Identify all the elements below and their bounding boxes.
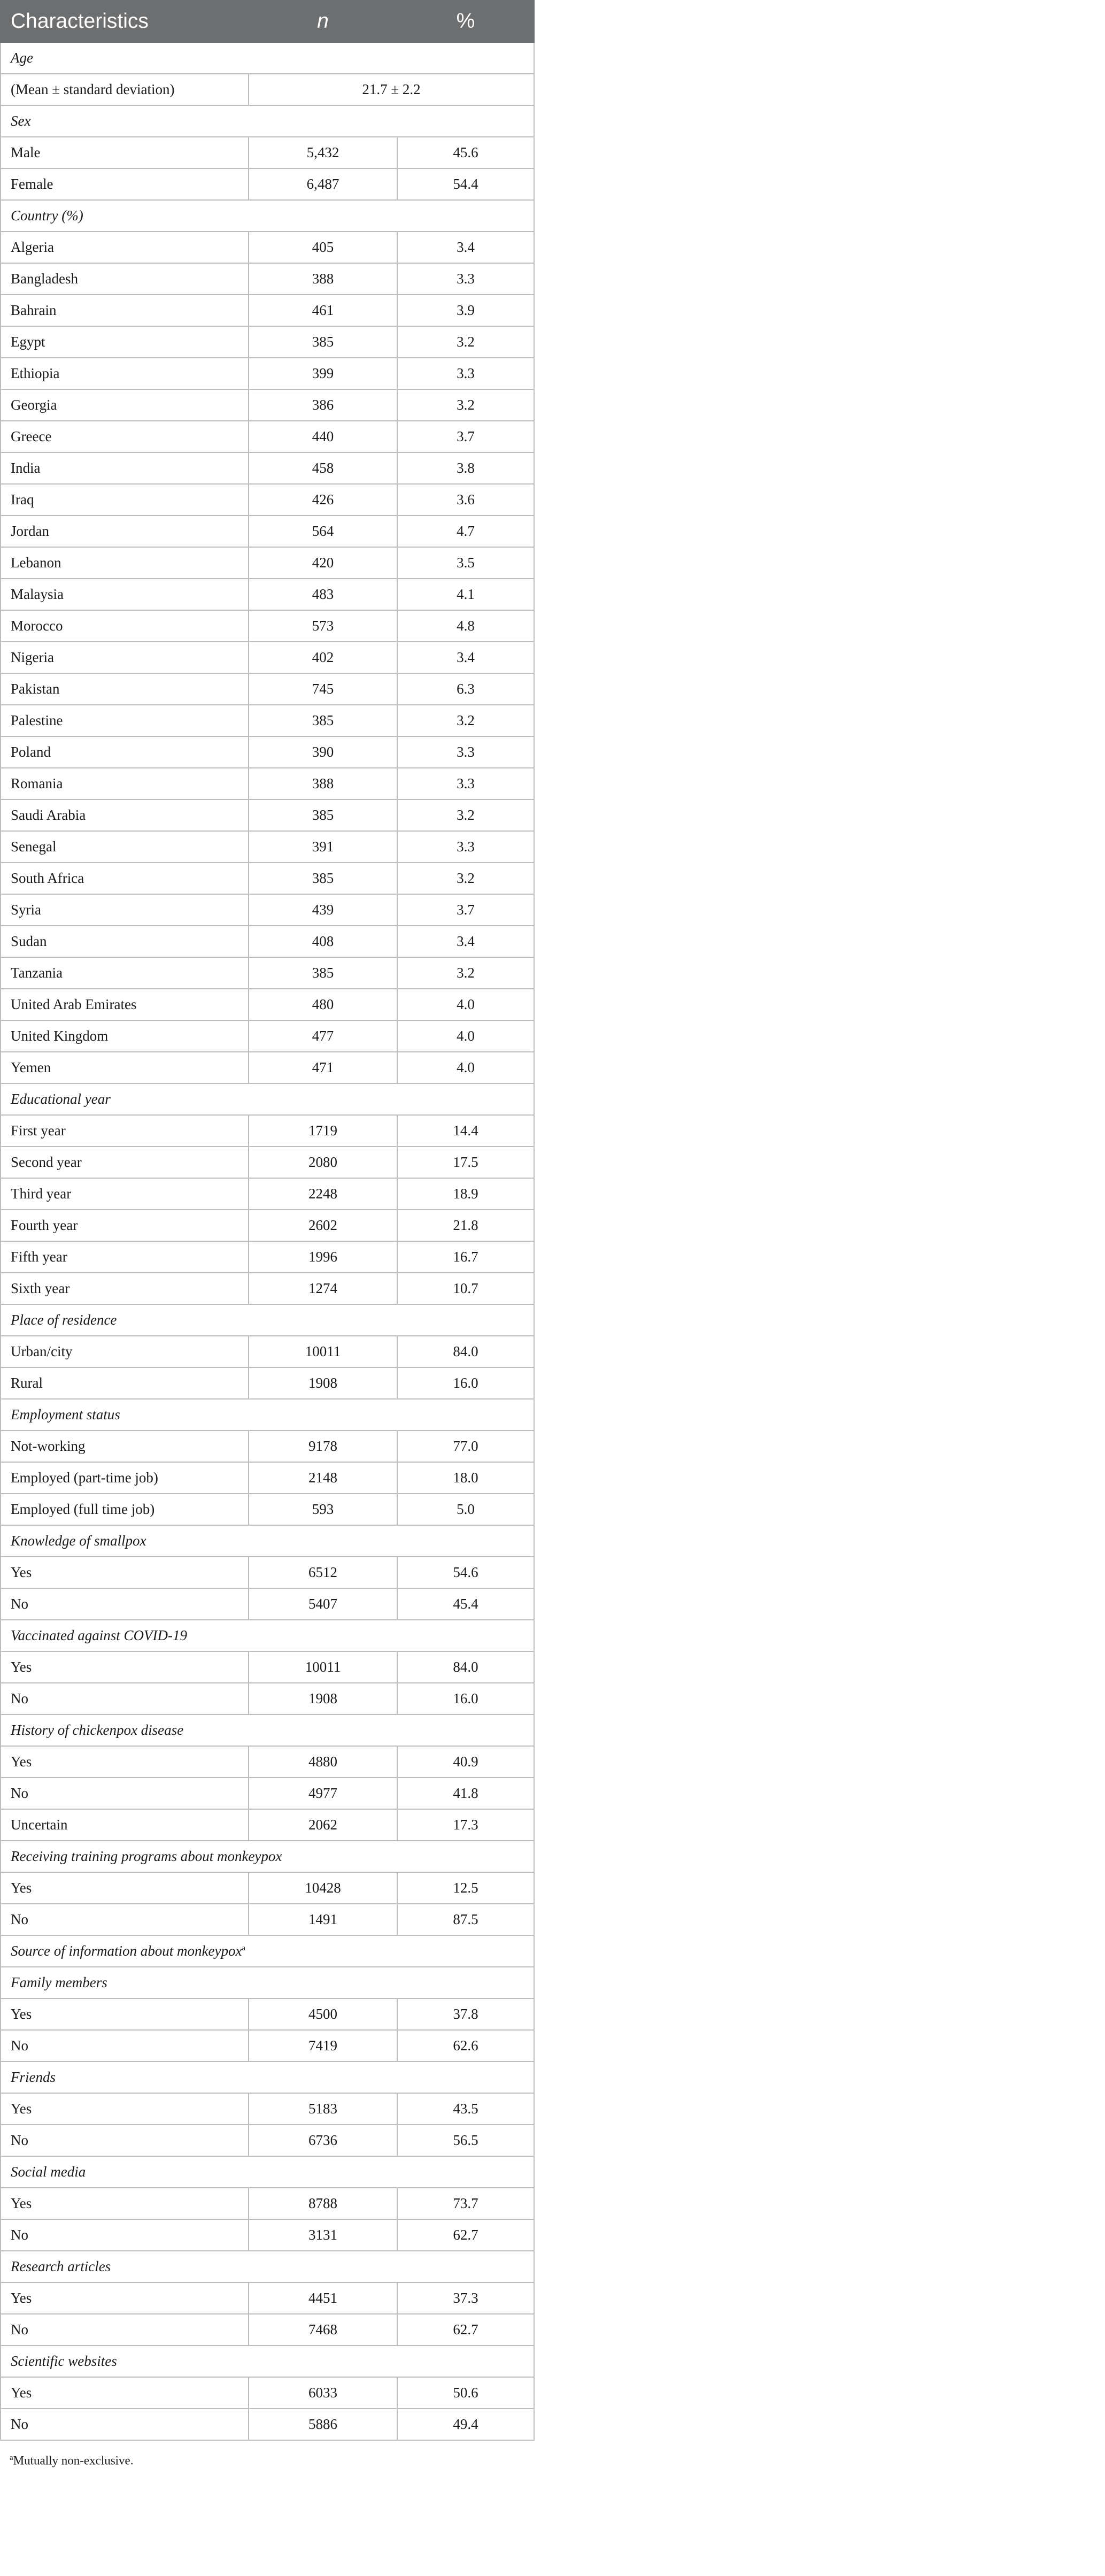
row-n: 1491 bbox=[249, 1904, 397, 1935]
row-percent: 4.0 bbox=[397, 1052, 534, 1083]
table-row bbox=[1, 1998, 534, 2030]
section-label-text: Social media bbox=[11, 2164, 86, 2180]
table-row bbox=[1, 1746, 534, 1778]
row-percent: 17.3 bbox=[397, 1809, 534, 1841]
section-row bbox=[1, 1841, 534, 1872]
row-n: 1719 bbox=[249, 1115, 397, 1147]
row-n: 1996 bbox=[249, 1241, 397, 1273]
row-label: Uncertain bbox=[1, 1809, 249, 1841]
table-row bbox=[1, 673, 534, 705]
row-n: 5407 bbox=[249, 1588, 397, 1620]
row-percent: 45.6 bbox=[397, 137, 534, 168]
row-label: Pakistan bbox=[1, 673, 249, 705]
table-row bbox=[1, 2377, 534, 2409]
table-row bbox=[1, 2093, 534, 2125]
row-n: 7419 bbox=[249, 2030, 397, 2062]
row-n: 4880 bbox=[249, 1746, 397, 1778]
row-n: 1274 bbox=[249, 1273, 397, 1304]
row-percent: 4.8 bbox=[397, 610, 534, 642]
table-row bbox=[1, 1273, 534, 1304]
table-row bbox=[1, 452, 534, 484]
section-label-text: Vaccinated against COVID-19 bbox=[11, 1627, 187, 1643]
row-label: No bbox=[1, 1683, 249, 1714]
row-n: 405 bbox=[249, 232, 397, 263]
row-percent: 56.5 bbox=[397, 2125, 534, 2156]
row-percent: 18.9 bbox=[397, 1178, 534, 1210]
row-label: Employed (full time job) bbox=[1, 1494, 249, 1525]
row-n: 4451 bbox=[249, 2282, 397, 2314]
section-label-text: Knowledge of smallpox bbox=[11, 1533, 146, 1549]
row-n: 480 bbox=[249, 989, 397, 1020]
row-label: Yes bbox=[1, 1872, 249, 1904]
table-row bbox=[1, 358, 534, 389]
row-value: 21.7 ± 2.2 bbox=[249, 74, 534, 105]
table-row bbox=[1, 1557, 534, 1588]
table-row bbox=[1, 736, 534, 768]
row-label: Lebanon bbox=[1, 547, 249, 579]
section-row bbox=[1, 1620, 534, 1651]
row-label: Greece bbox=[1, 421, 249, 452]
row-label: Poland bbox=[1, 736, 249, 768]
row-n: 1908 bbox=[249, 1683, 397, 1714]
section-row bbox=[1, 1935, 534, 1967]
row-percent: 4.0 bbox=[397, 1020, 534, 1052]
row-n: 483 bbox=[249, 579, 397, 610]
row-label: Fourth year bbox=[1, 1210, 249, 1241]
table-row bbox=[1, 1809, 534, 1841]
row-percent: 16.0 bbox=[397, 1683, 534, 1714]
row-percent: 3.3 bbox=[397, 736, 534, 768]
row-percent: 37.8 bbox=[397, 1998, 534, 2030]
row-n: 745 bbox=[249, 673, 397, 705]
row-n: 2062 bbox=[249, 1809, 397, 1841]
table-row bbox=[1, 137, 534, 168]
row-label: First year bbox=[1, 1115, 249, 1147]
row-label: Senegal bbox=[1, 831, 249, 863]
row-percent: 54.6 bbox=[397, 1557, 534, 1588]
row-percent: 3.6 bbox=[397, 484, 534, 516]
footnote-mark: a bbox=[10, 2454, 13, 2462]
row-n: 477 bbox=[249, 1020, 397, 1052]
section-row bbox=[1, 2062, 534, 2093]
section-label bbox=[1, 2062, 534, 2093]
table-row bbox=[1, 547, 534, 579]
row-n: 6,487 bbox=[249, 168, 397, 200]
row-label: Malaysia bbox=[1, 579, 249, 610]
row-percent: 3.9 bbox=[397, 295, 534, 326]
row-percent: 73.7 bbox=[397, 2188, 534, 2219]
row-n: 6033 bbox=[249, 2377, 397, 2409]
row-percent: 4.1 bbox=[397, 579, 534, 610]
table-row bbox=[1, 2409, 534, 2440]
row-n: 4500 bbox=[249, 1998, 397, 2030]
section-label bbox=[1, 2251, 534, 2282]
row-n: 9178 bbox=[249, 1431, 397, 1462]
row-label: Yes bbox=[1, 1998, 249, 2030]
row-percent: 37.3 bbox=[397, 2282, 534, 2314]
row-label: Yes bbox=[1, 2377, 249, 2409]
footnote-marker: a bbox=[242, 1944, 246, 1952]
row-percent: 87.5 bbox=[397, 1904, 534, 1935]
row-percent: 3.4 bbox=[397, 926, 534, 957]
section-label-text: Sex bbox=[11, 113, 31, 129]
row-percent: 6.3 bbox=[397, 673, 534, 705]
header-row bbox=[1, 1, 534, 42]
row-label: Yes bbox=[1, 1746, 249, 1778]
row-label: Jordan bbox=[1, 516, 249, 547]
table-row bbox=[1, 389, 534, 421]
section-row bbox=[1, 1714, 534, 1746]
section-row bbox=[1, 200, 534, 232]
row-n: 385 bbox=[249, 705, 397, 736]
row-n: 426 bbox=[249, 484, 397, 516]
section-label bbox=[1, 2156, 534, 2188]
row-percent: 3.2 bbox=[397, 326, 534, 358]
table-row bbox=[1, 1904, 534, 1935]
row-n: 385 bbox=[249, 799, 397, 831]
table-row bbox=[1, 957, 534, 989]
section-label-text: Country (%) bbox=[11, 207, 83, 224]
table-row bbox=[1, 2188, 534, 2219]
table-row bbox=[1, 2125, 534, 2156]
row-label: No bbox=[1, 2314, 249, 2346]
table-row bbox=[1, 516, 534, 547]
row-label: No bbox=[1, 2030, 249, 2062]
table-row bbox=[1, 2314, 534, 2346]
table-row bbox=[1, 1431, 534, 1462]
row-percent: 62.7 bbox=[397, 2314, 534, 2346]
row-label: Female bbox=[1, 168, 249, 200]
section-row bbox=[1, 1304, 534, 1336]
section-row bbox=[1, 1399, 534, 1431]
row-label: India bbox=[1, 452, 249, 484]
table-row bbox=[1, 2219, 534, 2251]
table-row bbox=[1, 989, 534, 1020]
row-percent: 3.7 bbox=[397, 421, 534, 452]
row-n: 458 bbox=[249, 452, 397, 484]
section-label-text: Educational year bbox=[11, 1091, 111, 1107]
row-label: Yemen bbox=[1, 1052, 249, 1083]
row-percent: 14.4 bbox=[397, 1115, 534, 1147]
section-row bbox=[1, 42, 534, 74]
section-label-text: Employment status bbox=[11, 1406, 120, 1422]
row-n: 471 bbox=[249, 1052, 397, 1083]
row-n: 399 bbox=[249, 358, 397, 389]
row-percent: 16.7 bbox=[397, 1241, 534, 1273]
row-n: 440 bbox=[249, 421, 397, 452]
row-percent: 18.0 bbox=[397, 1462, 534, 1494]
row-n: 573 bbox=[249, 610, 397, 642]
section-label bbox=[1, 2346, 534, 2377]
row-n: 385 bbox=[249, 957, 397, 989]
row-label: No bbox=[1, 2219, 249, 2251]
row-percent: 3.3 bbox=[397, 263, 534, 295]
row-label: Yes bbox=[1, 1557, 249, 1588]
row-label: Romania bbox=[1, 768, 249, 799]
row-label: Employed (part-time job) bbox=[1, 1462, 249, 1494]
table-row bbox=[1, 610, 534, 642]
row-label: United Arab Emirates bbox=[1, 989, 249, 1020]
table-row bbox=[1, 705, 534, 736]
row-n: 5886 bbox=[249, 2409, 397, 2440]
row-label: Sudan bbox=[1, 926, 249, 957]
table-row bbox=[1, 1588, 534, 1620]
row-n: 3131 bbox=[249, 2219, 397, 2251]
row-label: Bangladesh bbox=[1, 263, 249, 295]
row-label: Bahrain bbox=[1, 295, 249, 326]
row-label: Morocco bbox=[1, 610, 249, 642]
row-percent: 3.2 bbox=[397, 799, 534, 831]
table-row bbox=[1, 168, 534, 200]
table-row bbox=[1, 1683, 534, 1714]
row-percent: 62.6 bbox=[397, 2030, 534, 2062]
row-percent: 50.6 bbox=[397, 2377, 534, 2409]
table-row bbox=[1, 1020, 534, 1052]
table-row bbox=[1, 1336, 534, 1367]
row-n: 8788 bbox=[249, 2188, 397, 2219]
row-n: 461 bbox=[249, 295, 397, 326]
table-row bbox=[1, 1241, 534, 1273]
footnote bbox=[10, 2454, 1105, 2468]
section-label bbox=[1, 1399, 534, 1431]
section-label bbox=[1, 200, 534, 232]
table-row bbox=[1, 326, 534, 358]
row-n: 564 bbox=[249, 516, 397, 547]
table-row bbox=[1, 642, 534, 673]
row-n: 2148 bbox=[249, 1462, 397, 1494]
row-n: 386 bbox=[249, 389, 397, 421]
section-row bbox=[1, 1525, 534, 1557]
row-percent: 3.3 bbox=[397, 831, 534, 863]
row-percent: 3.3 bbox=[397, 358, 534, 389]
table-row bbox=[1, 1147, 534, 1178]
table-row bbox=[1, 894, 534, 926]
table-body bbox=[1, 42, 534, 2440]
header-n: n bbox=[249, 1, 397, 42]
row-percent: 3.4 bbox=[397, 642, 534, 673]
section-label-text: Place of residence bbox=[11, 1312, 117, 1328]
table-row bbox=[1, 1178, 534, 1210]
table-row bbox=[1, 2030, 534, 2062]
section-label bbox=[1, 1525, 534, 1557]
row-label: United Kingdom bbox=[1, 1020, 249, 1052]
section-label bbox=[1, 1935, 534, 1967]
row-n: 2248 bbox=[249, 1178, 397, 1210]
row-percent: 45.4 bbox=[397, 1588, 534, 1620]
row-n: 593 bbox=[249, 1494, 397, 1525]
section-row bbox=[1, 2346, 534, 2377]
row-label: Nigeria bbox=[1, 642, 249, 673]
row-label: Egypt bbox=[1, 326, 249, 358]
section-label bbox=[1, 105, 534, 137]
footnote-text: Mutually non-exclusive. bbox=[13, 2454, 134, 2467]
row-percent: 3.2 bbox=[397, 957, 534, 989]
section-label-text: Family members bbox=[11, 1974, 107, 1990]
row-percent: 3.2 bbox=[397, 863, 534, 894]
row-n: 6512 bbox=[249, 1557, 397, 1588]
row-n: 5,432 bbox=[249, 137, 397, 168]
section-label bbox=[1, 1620, 534, 1651]
row-percent: 3.8 bbox=[397, 452, 534, 484]
row-n: 1908 bbox=[249, 1367, 397, 1399]
table-row bbox=[1, 1052, 534, 1083]
row-label: Yes bbox=[1, 1651, 249, 1683]
row-percent: 4.0 bbox=[397, 989, 534, 1020]
row-label: Fifth year bbox=[1, 1241, 249, 1273]
row-label: Georgia bbox=[1, 389, 249, 421]
section-label bbox=[1, 1304, 534, 1336]
table-row bbox=[1, 1210, 534, 1241]
row-n: 388 bbox=[249, 263, 397, 295]
row-label: No bbox=[1, 2409, 249, 2440]
row-percent: 10.7 bbox=[397, 1273, 534, 1304]
row-n: 4977 bbox=[249, 1778, 397, 1809]
row-percent: 77.0 bbox=[397, 1431, 534, 1462]
row-n: 2080 bbox=[249, 1147, 397, 1178]
table-row bbox=[1, 799, 534, 831]
row-n: 390 bbox=[249, 736, 397, 768]
section-row bbox=[1, 1083, 534, 1115]
row-percent: 17.5 bbox=[397, 1147, 534, 1178]
row-label: Palestine bbox=[1, 705, 249, 736]
section-row bbox=[1, 105, 534, 137]
row-n: 388 bbox=[249, 768, 397, 799]
row-percent: 62.7 bbox=[397, 2219, 534, 2251]
table-row bbox=[1, 831, 534, 863]
row-n: 402 bbox=[249, 642, 397, 673]
row-percent: 5.0 bbox=[397, 1494, 534, 1525]
section-label-text: Receiving training programs about monkeypox bbox=[11, 1848, 282, 1864]
table-row bbox=[1, 2282, 534, 2314]
row-label: Algeria bbox=[1, 232, 249, 263]
section-label bbox=[1, 42, 534, 74]
table-row bbox=[1, 1367, 534, 1399]
section-label-text: Research articles bbox=[11, 2258, 111, 2274]
row-n: 408 bbox=[249, 926, 397, 957]
table-row bbox=[1, 1778, 534, 1809]
table-row bbox=[1, 768, 534, 799]
row-percent: 40.9 bbox=[397, 1746, 534, 1778]
row-percent: 16.0 bbox=[397, 1367, 534, 1399]
table-header bbox=[1, 1, 534, 42]
table-row bbox=[1, 1494, 534, 1525]
row-percent: 3.3 bbox=[397, 768, 534, 799]
characteristics-table bbox=[0, 0, 535, 2441]
section-label bbox=[1, 1967, 534, 1998]
row-percent: 3.4 bbox=[397, 232, 534, 263]
row-percent: 84.0 bbox=[397, 1336, 534, 1367]
row-label: Not-working bbox=[1, 1431, 249, 1462]
row-percent: 49.4 bbox=[397, 2409, 534, 2440]
row-percent: 3.2 bbox=[397, 389, 534, 421]
row-label: No bbox=[1, 2125, 249, 2156]
row-percent: 12.5 bbox=[397, 1872, 534, 1904]
row-n: 2602 bbox=[249, 1210, 397, 1241]
row-label: No bbox=[1, 1778, 249, 1809]
section-row bbox=[1, 2251, 534, 2282]
row-label: Second year bbox=[1, 1147, 249, 1178]
table-row bbox=[1, 863, 534, 894]
table-row bbox=[1, 1115, 534, 1147]
section-label bbox=[1, 1841, 534, 1872]
row-label: Tanzania bbox=[1, 957, 249, 989]
row-label: No bbox=[1, 1904, 249, 1935]
row-label: Sixth year bbox=[1, 1273, 249, 1304]
table-row bbox=[1, 1462, 534, 1494]
table-row bbox=[1, 926, 534, 957]
row-percent: 3.2 bbox=[397, 705, 534, 736]
row-percent: 54.4 bbox=[397, 168, 534, 200]
row-percent: 43.5 bbox=[397, 2093, 534, 2125]
row-percent: 3.5 bbox=[397, 547, 534, 579]
section-label bbox=[1, 1083, 534, 1115]
row-label: Saudi Arabia bbox=[1, 799, 249, 831]
table-row bbox=[1, 1651, 534, 1683]
section-row bbox=[1, 2156, 534, 2188]
table-row bbox=[1, 484, 534, 516]
table-row bbox=[1, 1872, 534, 1904]
section-label-text: Friends bbox=[11, 2069, 56, 2085]
row-percent: 3.7 bbox=[397, 894, 534, 926]
row-percent: 41.8 bbox=[397, 1778, 534, 1809]
row-label: Male bbox=[1, 137, 249, 168]
row-label: (Mean ± standard deviation) bbox=[1, 74, 249, 105]
table-row bbox=[1, 232, 534, 263]
row-n: 7468 bbox=[249, 2314, 397, 2346]
row-label: Ethiopia bbox=[1, 358, 249, 389]
header-characteristics: Characteristics bbox=[1, 1, 249, 42]
table-row bbox=[1, 421, 534, 452]
row-n: 6736 bbox=[249, 2125, 397, 2156]
row-label: No bbox=[1, 1588, 249, 1620]
row-label: Urban/city bbox=[1, 1336, 249, 1367]
row-n: 391 bbox=[249, 831, 397, 863]
section-row bbox=[1, 1967, 534, 1998]
section-label-text: Scientific websites bbox=[11, 2353, 117, 2369]
table-row bbox=[1, 579, 534, 610]
row-label: Third year bbox=[1, 1178, 249, 1210]
row-n: 10428 bbox=[249, 1872, 397, 1904]
table-row bbox=[1, 74, 534, 105]
row-percent: 84.0 bbox=[397, 1651, 534, 1683]
row-percent: 21.8 bbox=[397, 1210, 534, 1241]
row-label: Yes bbox=[1, 2282, 249, 2314]
header-percent: % bbox=[397, 1, 534, 42]
row-percent: 4.7 bbox=[397, 516, 534, 547]
section-label bbox=[1, 1714, 534, 1746]
row-n: 420 bbox=[249, 547, 397, 579]
row-n: 385 bbox=[249, 326, 397, 358]
section-label-text: Age bbox=[11, 50, 33, 66]
row-label: Rural bbox=[1, 1367, 249, 1399]
section-label-text: Source of information about monkeypox bbox=[11, 1943, 242, 1959]
row-label: Iraq bbox=[1, 484, 249, 516]
row-n: 5183 bbox=[249, 2093, 397, 2125]
row-n: 385 bbox=[249, 863, 397, 894]
table-row bbox=[1, 263, 534, 295]
row-n: 439 bbox=[249, 894, 397, 926]
row-n: 10011 bbox=[249, 1651, 397, 1683]
row-label: Yes bbox=[1, 2093, 249, 2125]
row-label: Syria bbox=[1, 894, 249, 926]
table-row bbox=[1, 295, 534, 326]
row-n: 10011 bbox=[249, 1336, 397, 1367]
row-label: South Africa bbox=[1, 863, 249, 894]
section-label-text: History of chickenpox disease bbox=[11, 1722, 184, 1738]
row-label: Yes bbox=[1, 2188, 249, 2219]
